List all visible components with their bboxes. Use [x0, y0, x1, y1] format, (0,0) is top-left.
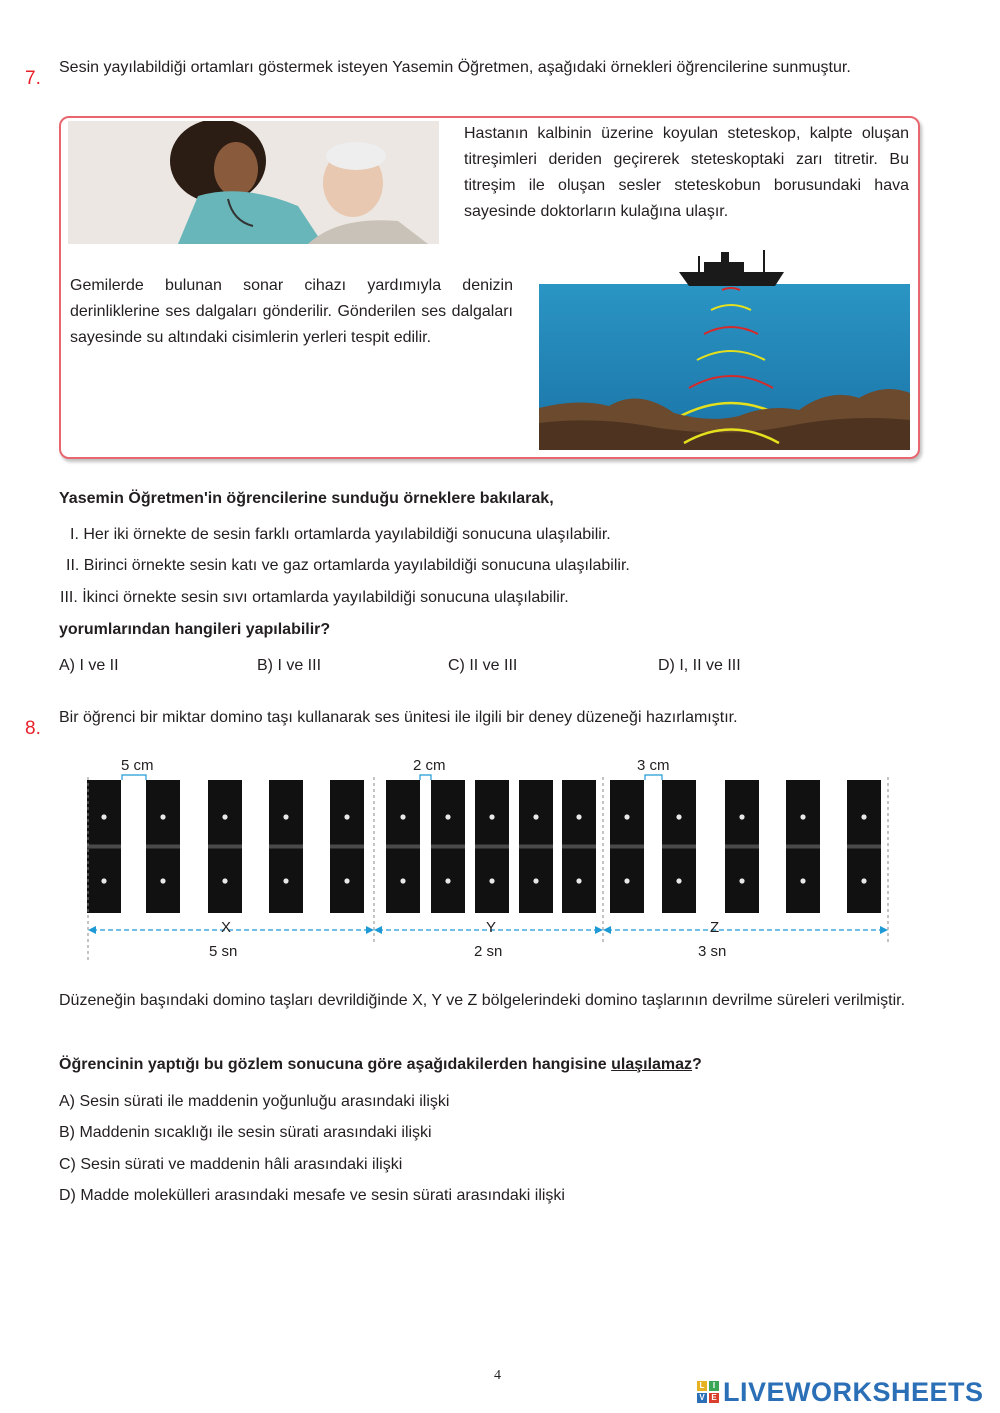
q7-option-d[interactable]: D) I, II ve III — [658, 657, 741, 674]
domino-divider — [519, 845, 553, 849]
question-8-number: 8. — [25, 718, 41, 739]
question-8-question-part2: ? — [692, 1056, 702, 1073]
domino-divider — [208, 845, 242, 849]
domino-pip — [283, 878, 288, 883]
domino-divider — [330, 845, 364, 849]
domino-pip — [445, 814, 450, 819]
domino-pip — [533, 814, 538, 819]
q8-option-b[interactable]: B) Maddenin sıcaklığı ile sesin sürati arasındaki ilişki — [59, 1124, 432, 1141]
q7-option-b[interactable]: B) I ve III — [257, 657, 322, 674]
domino-pip — [160, 814, 165, 819]
q7-option-a[interactable]: A) I ve II — [59, 657, 119, 674]
domino-pip — [676, 878, 681, 883]
statement-3: III. İkinci örnekte sesin sıvı ortamlarda yayılabildiği sonucuna ulaşılabilir. — [60, 589, 569, 606]
region-y-label: Y — [486, 919, 497, 936]
region-x-label: X — [221, 919, 232, 936]
domino-divider — [87, 845, 121, 849]
domino-pip — [101, 878, 106, 883]
domino-pip — [283, 814, 288, 819]
domino-pip — [800, 878, 805, 883]
domino-pip — [489, 878, 494, 883]
question-8-question — [59, 1055, 702, 1075]
domino-divider — [146, 845, 180, 849]
question-7-question: yorumlarından hangileri yapılabilir? — [59, 621, 331, 638]
gap-label-y: 2 cm — [413, 757, 446, 774]
domino-diagram — [70, 752, 900, 967]
domino-pip — [624, 814, 629, 819]
liveworksheets-logo — [697, 1377, 984, 1407]
q7-option-c[interactable]: C) II ve III — [448, 657, 518, 674]
page-number: 4 — [494, 1368, 501, 1383]
domino-divider — [386, 845, 420, 849]
sonar-ship-illustration — [539, 238, 910, 450]
region-x-time: 5 sn — [209, 943, 238, 960]
statement-2: II. Birinci örnekte sesin katı ve gaz ortamlarda yayılabildiği sonucuna ulaşılabilir. — [66, 557, 630, 574]
logo-letter: L — [697, 1381, 707, 1391]
domino-divider — [610, 845, 644, 849]
logo-letter: V — [697, 1393, 707, 1403]
question-7-intro: Sesin yayılabildiği ortamları göstermek isteyen Yasemin Öğretmen, aşağıdaki örnekleri öğrencilerine sunmuştur. — [59, 59, 851, 76]
region-y-time: 2 sn — [474, 943, 503, 960]
domino-divider — [786, 845, 820, 849]
q8-option-a[interactable]: A) Sesin sürati ile maddenin yoğunluğu arasındaki ilişki — [59, 1093, 450, 1110]
q8-option-d[interactable]: D) Madde molekülleri arasındaki mesafe ve sesin sürati arasındaki ilişki — [59, 1187, 565, 1204]
domino-pip — [400, 814, 405, 819]
domino-pip — [445, 878, 450, 883]
region-z-time: 3 sn — [698, 943, 727, 960]
question-7-number: 7. — [25, 68, 41, 89]
domino-pip — [222, 814, 227, 819]
liveworksheets-logo-icon — [697, 1381, 719, 1403]
domino-pip — [576, 878, 581, 883]
domino-pip — [101, 814, 106, 819]
question-7-prompt: Yasemin Öğretmen'in öğrencilerine sunduğu örneklere bakılarak, — [59, 490, 554, 507]
statement-1: I. Her iki örnekte de sesin farklı ortamlarda yayılabildiği sonucuna ulaşılabilir. — [70, 526, 611, 543]
domino-pip — [344, 878, 349, 883]
example-1-text: Hastanın kalbinin üzerine koyulan steteskop, kalpte oluşan titreşimleri deriden geçirerek steteskoptaki zarı titretir. Bu titreşim ile oluşan sesler steteskobun borusundaki hava sayesinde doktorların kulağına ulaşır. — [464, 125, 909, 220]
domino-divider — [562, 845, 596, 849]
gap-label-z: 3 cm — [637, 757, 670, 774]
domino-pip — [489, 814, 494, 819]
domino-pip — [739, 878, 744, 883]
q8-option-c[interactable]: C) Sesin sürati ve maddenin hâli arasındaki ilişki — [59, 1156, 403, 1173]
domino-divider — [431, 845, 465, 849]
domino-pip — [576, 814, 581, 819]
question-8-question-underlined: ulaşılamaz — [611, 1056, 693, 1073]
domino-pip — [624, 878, 629, 883]
gap-label-x: 5 cm — [121, 757, 154, 774]
domino-pip — [160, 878, 165, 883]
domino-pip — [400, 878, 405, 883]
logo-letter: E — [709, 1393, 719, 1403]
logo-letter: I — [709, 1381, 719, 1391]
domino-divider — [847, 845, 881, 849]
domino-pip — [739, 814, 744, 819]
liveworksheets-brand-text: LIVEWORKSHEETS — [723, 1376, 984, 1407]
domino-divider — [269, 845, 303, 849]
domino-pip — [676, 814, 681, 819]
question-8-question-part1: Öğrencinin yaptığı bu gözlem sonucuna göre aşağıdakilerden hangisine — [59, 1056, 612, 1073]
domino-pip — [222, 878, 227, 883]
domino-pip — [800, 814, 805, 819]
question-8-intro: Bir öğrenci bir miktar domino taşı kullanarak ses ünitesi ile ilgili bir deney düzeneği hazırlamıştır. — [59, 709, 738, 726]
question-8-description: Düzeneğin başındaki domino taşları devrildiğinde X, Y ve Z bölgelerindeki domino taşlarının devrilme süreleri verilmiştir. — [59, 992, 906, 1009]
domino-divider — [662, 845, 696, 849]
domino-pip — [861, 878, 866, 883]
domino-divider — [475, 845, 509, 849]
domino-pip — [861, 814, 866, 819]
domino-pip — [533, 878, 538, 883]
example-2-text: Gemilerde bulunan sonar cihazı yardımıyla denizin derinliklerine ses dalgaları gönderilir. Gönderilen ses dalgaları sayesinde su altındaki cisimlerin yerleri tespit edilir. — [70, 277, 513, 346]
domino-pip — [344, 814, 349, 819]
region-z-label: Z — [710, 919, 720, 936]
domino-divider — [725, 845, 759, 849]
doctor-patient-photo — [68, 121, 439, 244]
